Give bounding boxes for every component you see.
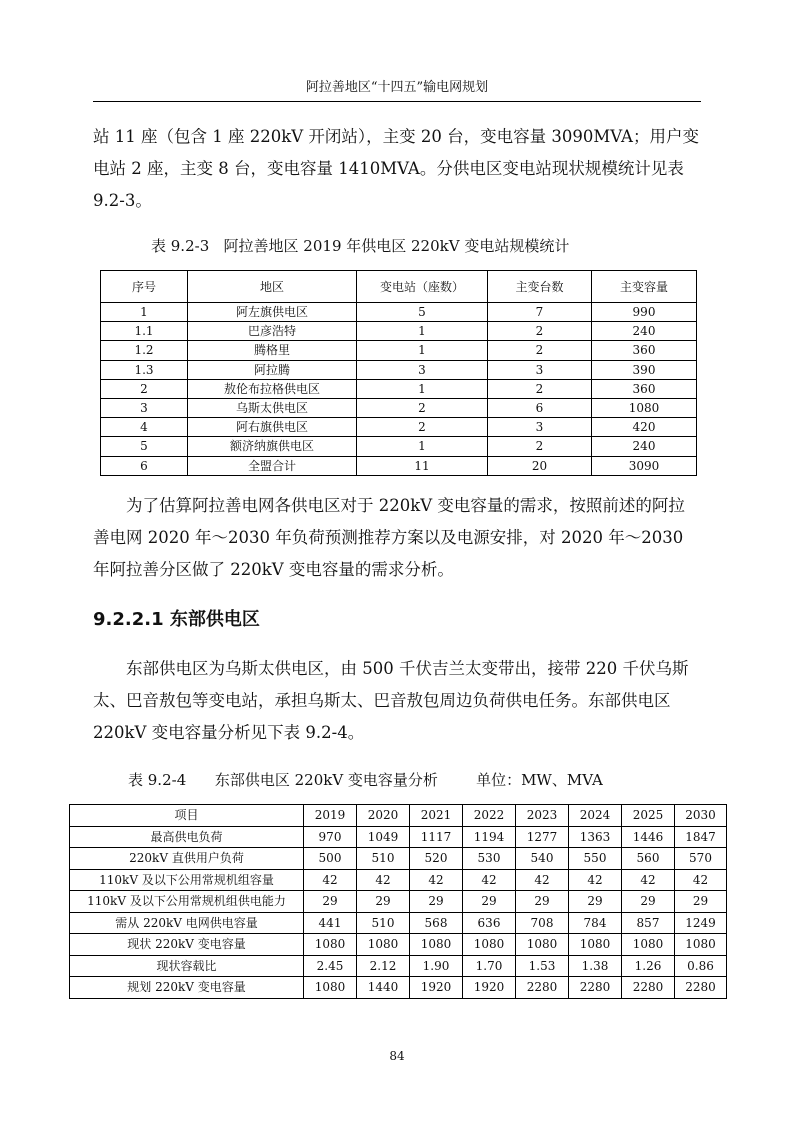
table-cell: 2 xyxy=(488,437,592,456)
table-cell: 110kV 及以下公用常规机组供电能力 xyxy=(70,891,304,913)
table-cell: 1920 xyxy=(463,977,516,999)
table-cell: 2 xyxy=(488,322,592,341)
table-cell: 784 xyxy=(569,912,622,934)
table-cell: 110kV 及以下公用常规机组容量 xyxy=(70,869,304,891)
table-header-cell: 变电站（座数） xyxy=(357,271,488,303)
table-cell: 阿左旗供电区 xyxy=(188,303,357,322)
table-cell: 390 xyxy=(592,360,697,379)
table-cell: 1080 xyxy=(592,398,697,417)
table-cell: 29 xyxy=(304,891,357,913)
table-cell: 腾格里 xyxy=(188,341,357,360)
table-cell: 1080 xyxy=(463,934,516,956)
table-cell: 1 xyxy=(357,341,488,360)
table-cell: 1.3 xyxy=(101,360,188,379)
table-row xyxy=(70,955,727,977)
table-east-capacity xyxy=(69,804,727,999)
table-cell: 560 xyxy=(622,848,675,870)
table-cell: 1049 xyxy=(357,826,410,848)
table-cell: 1249 xyxy=(675,912,727,934)
table-cell: 2.12 xyxy=(357,955,410,977)
table-row xyxy=(70,891,727,913)
table-caption-9-2-3: 表 9.2-3 阿拉善地区 2019 年供电区 220kV 变电站规模统计 xyxy=(151,237,570,255)
table-cell: 510 xyxy=(357,912,410,934)
table-cell: 1 xyxy=(357,322,488,341)
table-cell: 2.45 xyxy=(304,955,357,977)
table-row xyxy=(70,826,727,848)
table-row xyxy=(70,869,727,891)
table-header-cell: 2023 xyxy=(516,805,569,827)
table-cell: 1 xyxy=(357,379,488,398)
table-cell: 1080 xyxy=(410,934,463,956)
table-header-cell: 2019 xyxy=(304,805,357,827)
table-cell: 3 xyxy=(357,360,488,379)
table-cell: 570 xyxy=(675,848,727,870)
table-cell: 1080 xyxy=(304,934,357,956)
table-cell: 857 xyxy=(622,912,675,934)
table-cell: 全盟合计 xyxy=(188,456,357,475)
table-header-cell: 2024 xyxy=(569,805,622,827)
table-cell: 1 xyxy=(101,303,188,322)
table-cell: 510 xyxy=(357,848,410,870)
table-cell: 520 xyxy=(410,848,463,870)
table-cell: 额济纳旗供电区 xyxy=(188,437,357,456)
table-cell: 42 xyxy=(304,869,357,891)
table-row xyxy=(70,977,727,999)
table-cell: 29 xyxy=(622,891,675,913)
table-cell: 2 xyxy=(488,341,592,360)
table-cell: 巴彦浩特 xyxy=(188,322,357,341)
table-cell: 1277 xyxy=(516,826,569,848)
table-row xyxy=(101,456,697,475)
table-header-row xyxy=(70,805,727,827)
page-header: 阿拉善地区“十四五”输电网规划 xyxy=(305,80,489,95)
table-cell: 42 xyxy=(357,869,410,891)
table-cell: 29 xyxy=(410,891,463,913)
table-header-cell: 2022 xyxy=(463,805,516,827)
table-row xyxy=(101,341,697,360)
table-cell: 1.90 xyxy=(410,955,463,977)
table-cell: 1847 xyxy=(675,826,727,848)
table-cell: 550 xyxy=(569,848,622,870)
table-row xyxy=(101,322,697,341)
table-cell: 1194 xyxy=(463,826,516,848)
table-row xyxy=(101,379,697,398)
table-cell: 1080 xyxy=(304,977,357,999)
table-cell: 1117 xyxy=(410,826,463,848)
table-cell: 42 xyxy=(675,869,727,891)
table-cell: 360 xyxy=(592,341,697,360)
table-header-cell: 2020 xyxy=(357,805,410,827)
table-cell: 29 xyxy=(463,891,516,913)
table-cell: 乌斯太供电区 xyxy=(188,398,357,417)
table-header-row xyxy=(101,271,697,303)
table-cell: 阿右旗供电区 xyxy=(188,418,357,437)
table-row xyxy=(70,848,727,870)
section-heading: 9.2.2.1 东部供电区 xyxy=(93,609,260,630)
table-cell: 4 xyxy=(101,418,188,437)
table-cell: 42 xyxy=(569,869,622,891)
table-cell: 现状容载比 xyxy=(70,955,304,977)
table-cell: 360 xyxy=(592,379,697,398)
table-cell: 2 xyxy=(101,379,188,398)
table-cell: 530 xyxy=(463,848,516,870)
table-cell: 0.86 xyxy=(675,955,727,977)
table-cell: 2280 xyxy=(675,977,727,999)
table-substation-scale xyxy=(100,270,697,476)
table-cell: 2 xyxy=(357,398,488,417)
table-row xyxy=(101,360,697,379)
table-cell: 最高供电负荷 xyxy=(70,826,304,848)
table-cell: 420 xyxy=(592,418,697,437)
table-cell: 568 xyxy=(410,912,463,934)
table-cell: 5 xyxy=(357,303,488,322)
table-header-cell: 2021 xyxy=(410,805,463,827)
table-cell: 1 xyxy=(357,437,488,456)
table-cell: 6 xyxy=(101,456,188,475)
table-header-cell: 序号 xyxy=(101,271,188,303)
table-cell: 2 xyxy=(357,418,488,437)
table-cell: 2280 xyxy=(569,977,622,999)
table-cell: 3 xyxy=(101,398,188,417)
table-cell: 42 xyxy=(622,869,675,891)
paragraph-demand-intro: 为了估算阿拉善电网各供电区对于 220kV 变电容量的需求，按照前述的阿拉善电网 2020 年～2030 年负荷预测推荐方案以及电源安排，对 2020 年～2030 年阿拉善分区做了 220kV 变电容量的需求分析。 xyxy=(93,496,685,579)
table-cell: 1.70 xyxy=(463,955,516,977)
table-cell: 500 xyxy=(304,848,357,870)
table-cell: 3090 xyxy=(592,456,697,475)
table-cell: 636 xyxy=(463,912,516,934)
table-cell: 708 xyxy=(516,912,569,934)
table-cell: 29 xyxy=(516,891,569,913)
table-cell: 1080 xyxy=(357,934,410,956)
table-header-cell: 主变台数 xyxy=(488,271,592,303)
table-cell: 1080 xyxy=(516,934,569,956)
table-cell: 1440 xyxy=(357,977,410,999)
table-cell: 29 xyxy=(675,891,727,913)
table-cell: 1080 xyxy=(675,934,727,956)
table-cell: 1080 xyxy=(569,934,622,956)
table-cell: 1920 xyxy=(410,977,463,999)
table-row xyxy=(101,418,697,437)
table-row xyxy=(101,398,697,417)
table-cell: 1.53 xyxy=(516,955,569,977)
table-cell: 441 xyxy=(304,912,357,934)
table-cell: 5 xyxy=(101,437,188,456)
table-cell: 3 xyxy=(488,418,592,437)
table-cell: 1363 xyxy=(569,826,622,848)
table-cell: 1.2 xyxy=(101,341,188,360)
table-row xyxy=(70,934,727,956)
table-cell: 3 xyxy=(488,360,592,379)
table-cell: 42 xyxy=(410,869,463,891)
table-cell: 1.38 xyxy=(569,955,622,977)
table-cell: 7 xyxy=(488,303,592,322)
table-cell: 2280 xyxy=(516,977,569,999)
table-cell: 1446 xyxy=(622,826,675,848)
table-cell: 阿拉腾 xyxy=(188,360,357,379)
table-cell: 42 xyxy=(463,869,516,891)
table-cell: 29 xyxy=(569,891,622,913)
paragraph-substations: 站 11 座（包含 1 座 220kV 开闭站），主变 20 台，变电容量 3090MVA；用户变电站 2 座，主变 8 台，变电容量 1410MVA。分供电区变电站现状规模统计见表 9.2-3。 xyxy=(93,127,699,210)
page-number: 84 xyxy=(389,1049,405,1063)
table-cell: 1080 xyxy=(622,934,675,956)
table-cell: 11 xyxy=(357,456,488,475)
table-header-cell: 2030 xyxy=(675,805,727,827)
table-cell: 现状 220kV 变电容量 xyxy=(70,934,304,956)
table-cell: 240 xyxy=(592,322,697,341)
table-row xyxy=(101,437,697,456)
table-cell: 29 xyxy=(357,891,410,913)
table-cell: 2280 xyxy=(622,977,675,999)
table-header-cell: 主变容量 xyxy=(592,271,697,303)
table-cell: 1.26 xyxy=(622,955,675,977)
table-row xyxy=(101,303,697,322)
table-cell: 6 xyxy=(488,398,592,417)
table-cell: 220kV 直供用户负荷 xyxy=(70,848,304,870)
table-cell: 规划 220kV 变电容量 xyxy=(70,977,304,999)
table-cell: 1.1 xyxy=(101,322,188,341)
table-row xyxy=(70,912,727,934)
header-rule xyxy=(93,101,701,102)
table-header-cell: 项目 xyxy=(70,805,304,827)
table-cell: 240 xyxy=(592,437,697,456)
table-cell: 970 xyxy=(304,826,357,848)
table-header-cell: 地区 xyxy=(188,271,357,303)
table-cell: 42 xyxy=(516,869,569,891)
table-cell: 540 xyxy=(516,848,569,870)
table-caption-9-2-4: 表 9.2-4 东部供电区 220kV 变电容量分析 单位：MW、MVA xyxy=(128,771,603,789)
paragraph-east-region: 东部供电区为乌斯太供电区，由 500 千伏吉兰太变带出，接带 220 千伏乌斯太、巴音敖包等变电站，承担乌斯太、巴音敖包周边负荷供电任务。东部供电区 220kV 变电容量分析见下表 9.2-4。 xyxy=(93,659,689,742)
table-cell: 20 xyxy=(488,456,592,475)
table-header-cell: 2025 xyxy=(622,805,675,827)
table-cell: 敖伦布拉格供电区 xyxy=(188,379,357,398)
table-cell: 990 xyxy=(592,303,697,322)
table-cell: 需从 220kV 电网供电容量 xyxy=(70,912,304,934)
table-cell: 2 xyxy=(488,379,592,398)
